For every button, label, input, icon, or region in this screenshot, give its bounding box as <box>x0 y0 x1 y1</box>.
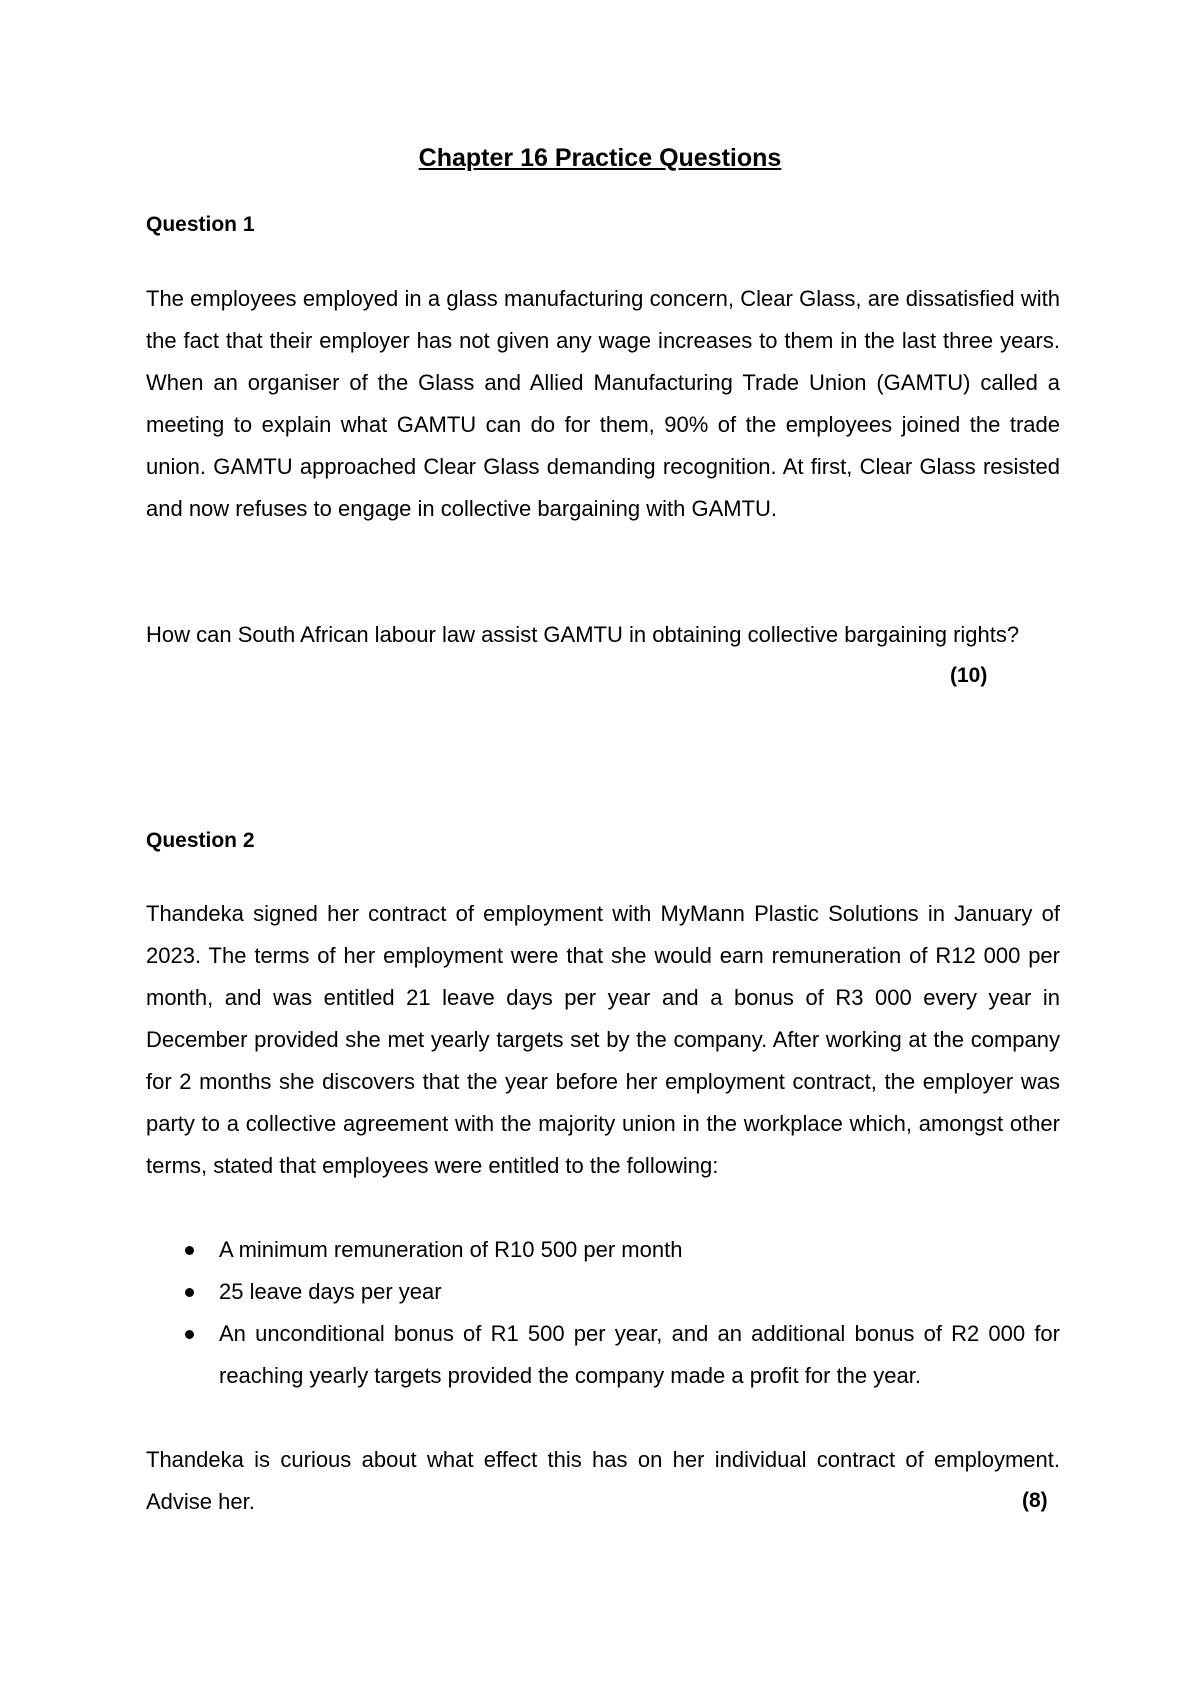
question-1-marks: (10) <box>950 664 988 687</box>
question-2-marks: (8) <box>1022 1489 1048 1512</box>
list-item: An unconditional bonus of R1 500 per year, and an additional bonus of R2 000 for reaching yearly targets provided the company made a profit for the year. <box>146 1313 1060 1397</box>
list-item: 25 leave days per year <box>146 1271 1060 1313</box>
bullet-icon <box>185 1330 194 1339</box>
question-2-paragraph: Thandeka signed her contract of employment with MyMann Plastic Solutions in January of 2023. The terms of her employment were that she would earn remuneration of R12 000 per month, and was entitled 21 leave days per year and a bonus of R3 000 every year in December provided she met yearly targets set by the company. After working at the company for 2 months she discovers that the year before her employment contract, the employer was party to a collective agreement with the majority union in the workplace which, amongst other terms, stated that employees were entitled to the following: <box>146 901 1060 1178</box>
question-1-heading: Question 1 <box>146 213 255 236</box>
question-2-heading: Question 2 <box>146 829 255 852</box>
bullet-icon <box>185 1246 194 1255</box>
list-item: A minimum remuneration of R10 500 per month <box>146 1229 1060 1271</box>
bullet-icon <box>185 1288 194 1297</box>
entitlements-list <box>146 1229 1060 1397</box>
page-title: Chapter 16 Practice Questions <box>418 144 782 172</box>
question-1-prompt: How can South African labour law assist GAMTU in obtaining collective bargaining rights? <box>146 622 1020 647</box>
question-1-paragraph: The employees employed in a glass manufacturing concern, Clear Glass, are dissatisfied with the fact that their employer has not given any wage increases to them in the last three years. When an organiser of the Glass and Allied Manufacturing Trade Union (GAMTU) called a meeting to explain what GAMTU can do for them, 90% of the employees joined the trade union. GAMTU approached Clear Glass demanding recognition. At first, Clear Glass resisted and now refuses to engage in collective bargaining with GAMTU. <box>146 286 1060 521</box>
question-2-prompt: Thandeka is curious about what effect this has on her individual contract of employment. Advise her. <box>146 1447 1060 1514</box>
